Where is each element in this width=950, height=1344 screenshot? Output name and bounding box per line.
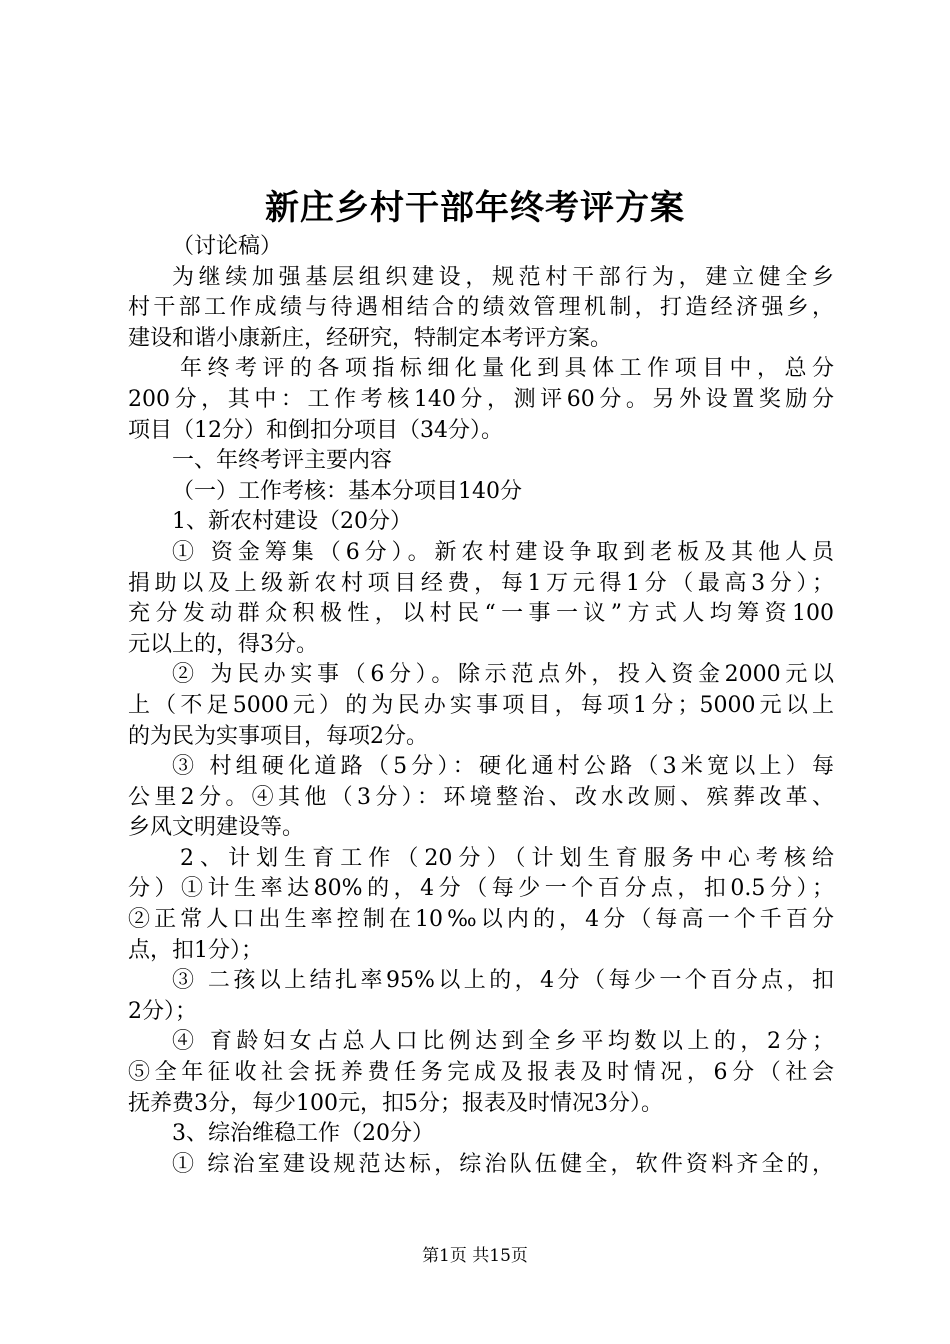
text-line: 年终考评的各项指标细化量化到具体工作项目中，总分: [180, 356, 834, 382]
text-line: （讨论稿）: [172, 234, 283, 259]
section-heading: 一、年终考评主要内容: [172, 448, 393, 474]
text-line: 公里2分。④其他（3分）：环境整治、改水改厕、殡葬改革、: [128, 784, 834, 810]
text-line: 乡风文明建设等。: [128, 815, 305, 841]
text-line: ① 资金筹集（6分）。新农村建设争取到老板及其他人员: [172, 539, 834, 565]
text-line: 抚养费3分，每少100元，扣5分；报表及时情况3分）。: [128, 1090, 663, 1116]
item-heading: 3、综治维稳工作（20分）: [172, 1121, 434, 1147]
item-heading: 1、新农村建设（20分）: [172, 509, 412, 535]
text-line: 为继续加强基层组织建设，规范村干部行为，建立健全乡: [172, 264, 834, 290]
text-line: ③ 二孩以上结扎率95%以上的，4分（每少一个百分点，扣: [172, 968, 834, 994]
document-title: 新庄乡村干部年终考评方案: [265, 188, 685, 228]
item-heading: 2、计划生育工作（20分）（计划生育服务中心考核给: [180, 845, 834, 871]
page-footer: 第1页 共15页: [422, 1246, 528, 1266]
text-line: ① 综治室建设规范达标，综治队伍健全，软件资料齐全的，: [172, 1151, 834, 1177]
text-line: 上（不足5000元）的为民办实事项目，每项1分；5000元以上: [128, 692, 834, 718]
subsection-heading: （一）工作考核：基本分项目140分: [172, 478, 522, 504]
text-line: 的为民为实事项目，每项2分。: [128, 723, 428, 749]
text-line: 200分，其中：工作考核140分，测评60分。另外设置奖励分: [128, 386, 834, 412]
text-line: 项目（12分）和倒扣分项目（34分）。: [128, 417, 503, 443]
text-line: 点，扣1分）；: [128, 937, 263, 963]
text-line: 元以上的，得3分。: [128, 631, 318, 657]
text-line: 分）①计生率达80%的，4分（每少一个百分点，扣0.5分）；: [128, 876, 834, 902]
text-line: ②正常人口出生率控制在10‰以内的，4分（每高一个千百分: [128, 907, 834, 933]
text-line: 捐助以及上级新农村项目经费，每1万元得1分（最高3分）；: [128, 570, 834, 596]
text-line: 建设和谐小康新庄，经研究，特制定本考评方案。: [128, 325, 613, 351]
text-line: ⑤全年征收社会抚养费任务完成及报表及时情况，6分（社会: [128, 1060, 834, 1086]
text-line: 充分发动群众积极性，以村民“一事一议”方式人均筹资100: [128, 601, 834, 627]
document-body: [128, 232, 834, 1180]
text-line: ③ 村组硬化道路（5分）：硬化通村公路（3米宽以上）每: [172, 754, 834, 780]
text-line: 2分）；: [128, 998, 197, 1024]
text-line: ④ 育龄妇女占总人口比例达到全乡平均数以上的，2分；: [172, 1029, 834, 1055]
text-line: ② 为民办实事（6分）。除示范点外，投入资金2000元以: [172, 662, 834, 688]
text-line: 村干部工作成绩与待遇相结合的绩效管理机制，打造经济强乡，: [128, 295, 834, 321]
